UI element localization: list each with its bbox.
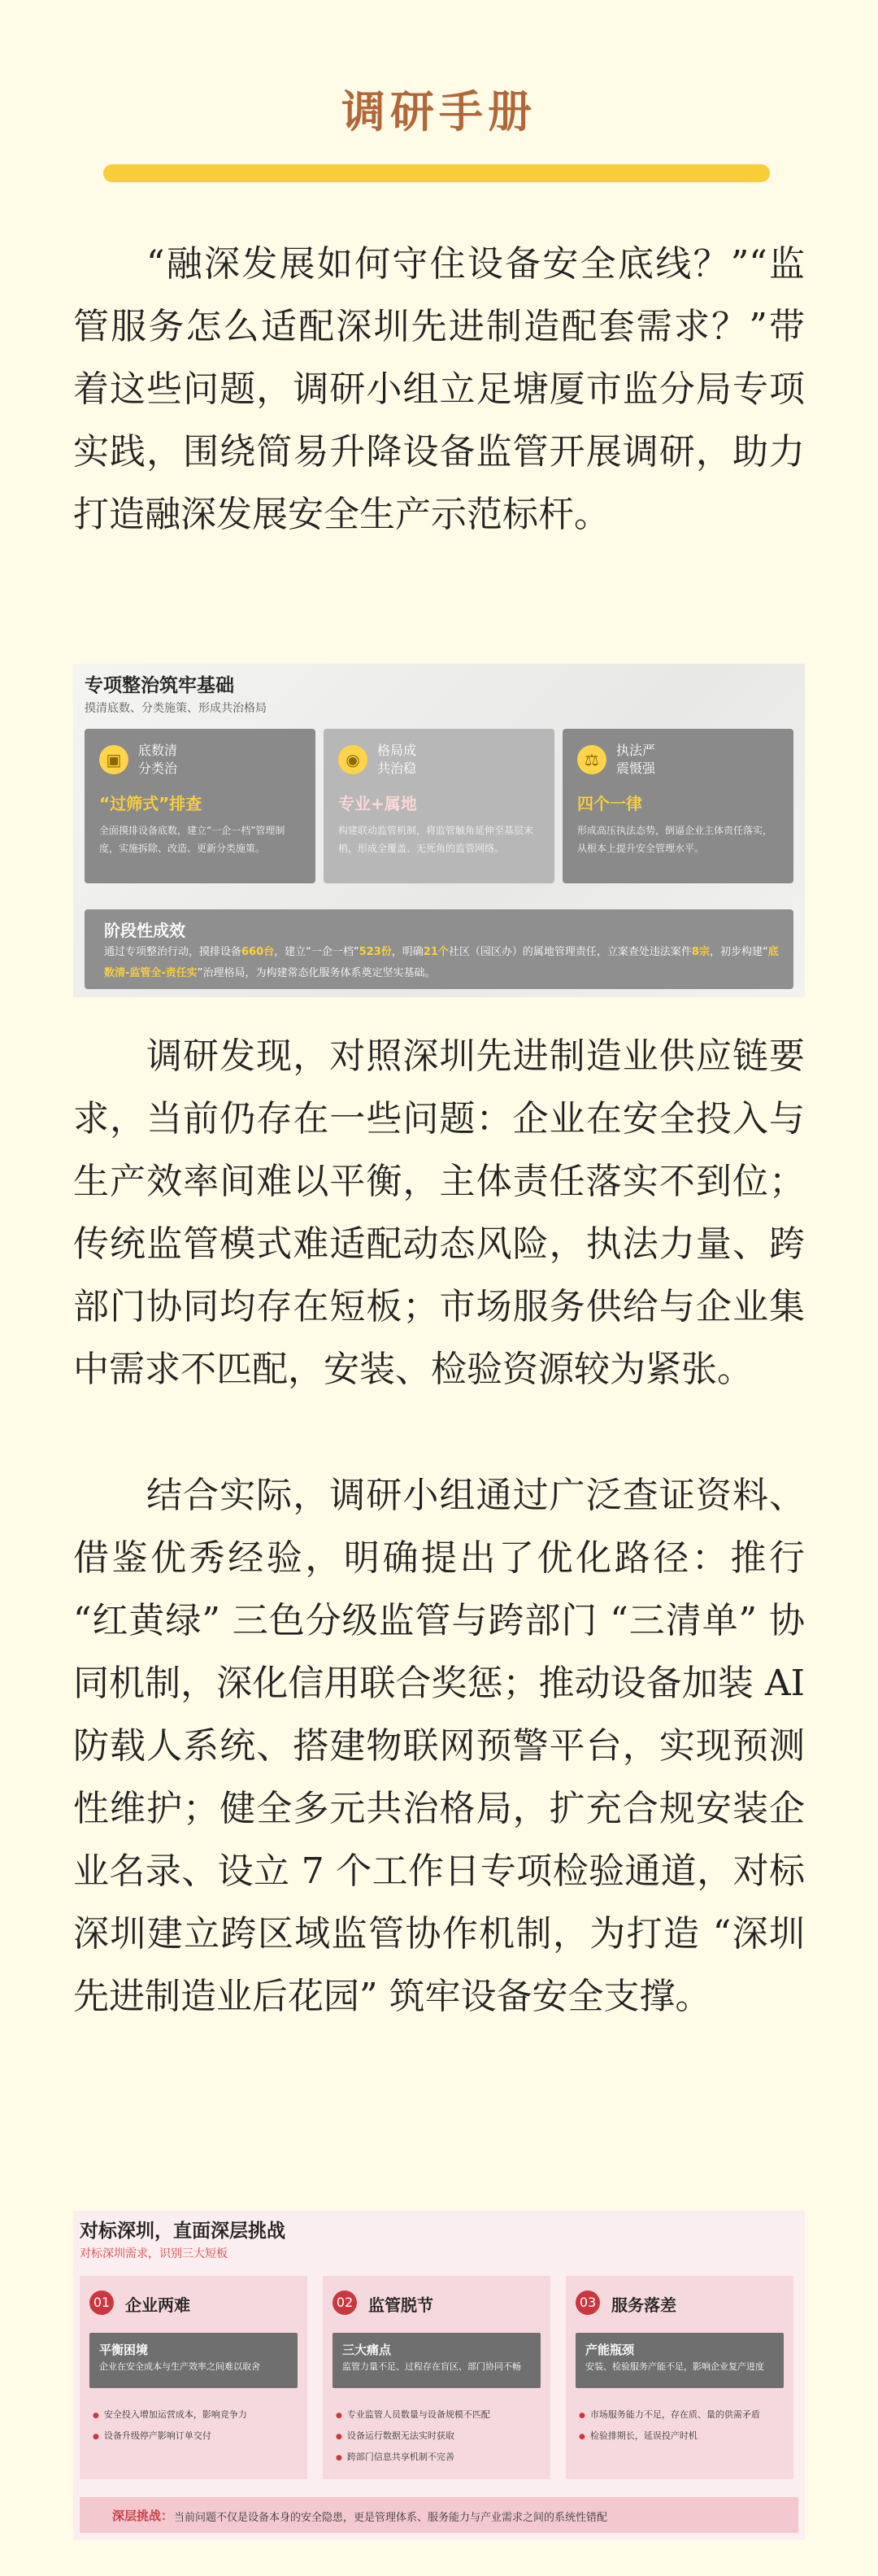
bullet-point: ● 设备运行数据无法实时获取 <box>336 2429 454 2442</box>
box-title: 产能瓶颈 <box>585 2343 635 2357</box>
location-pin-icon: ◉ <box>338 745 367 774</box>
card-name: 服务落差 <box>611 2295 676 2315</box>
card-name: 监管脱节 <box>368 2295 433 2315</box>
card-label: 底数清 分类治 <box>138 743 178 776</box>
card-number-badge: 02 <box>333 2291 357 2315</box>
gavel-icon: ⚖ <box>577 745 606 774</box>
card-label: 格局成 共治稳 <box>377 743 417 776</box>
box-description: 企业在安全成本与生产效率之间难以取舍 <box>99 2361 260 2372</box>
bullet-point: ● 市场服务能力不足，存在质、量的供需矛盾 <box>579 2408 760 2421</box>
page-title: 调研手册 <box>341 86 537 137</box>
card-number-badge: 03 <box>576 2291 600 2315</box>
stage-results-panel <box>85 909 793 989</box>
challenge-card-enterprise <box>80 2276 307 2479</box>
title-underline-bar <box>103 164 770 182</box>
intro-paragraph: “融深发展如何守住设备安全底线？”“监管服务怎么适配深圳先进制造配套需求？”带着这些问题，调研小组立足塘厦市监分局专项实践，围绕简易升降设备监管开展调研，助力打造融深发展安全生产示范标杆。 <box>73 243 805 535</box>
card-highlight: 专业+属地 <box>338 794 417 813</box>
bullet-point: ● 安全投入增加运营成本，影响竞争力 <box>93 2408 247 2421</box>
infographic-title: 对标深圳，直面深层挑战 <box>80 2221 285 2242</box>
bullet-point: ● 专业监管人员数量与设备规模不匹配 <box>336 2408 490 2421</box>
bullet-point: ● 设备升级停产影响订单交付 <box>93 2429 211 2442</box>
card-description: 全面摸排设备底数，建立“一企一档”管理制度，实施拆除、改造、更新分类施策。 <box>99 825 285 854</box>
infographic-subtitle: 对标深圳需求，识别三大短板 <box>80 2247 228 2260</box>
infographic-title: 专项整治筑牢基础 <box>85 675 234 696</box>
card-baseline <box>85 729 315 883</box>
infographic-subtitle: 摸清底数、分类施策、形成共治格局 <box>85 702 267 715</box>
box-description: 监管力量不足、过程存在盲区、部门协同不畅 <box>342 2361 521 2372</box>
bullet-point: ● 检验排期长，延误投产时机 <box>579 2429 698 2442</box>
card-enforcement <box>563 729 793 883</box>
findings-paragraph: 调研发现，对照深圳先进制造业供应链要求，当前仍存在一些问题：企业在安全投入与生产效率间难以平衡，主体责任落实不到位；传统监管模式难适配动态风险，执法力量、跨部门协同均存在短板；市场服务供给与企业集中需求不匹配，安装、检验资源较为紧张。 <box>73 1035 805 1390</box>
box-title: 三大痛点 <box>342 2343 392 2357</box>
infographic-shenzhen-challenges <box>73 2211 805 2540</box>
card-governance <box>324 729 554 883</box>
challenge-card-service <box>566 2276 793 2479</box>
box-title: 平衡困境 <box>99 2343 149 2357</box>
card-name: 企业两难 <box>125 2295 190 2315</box>
results-text: 通过专项整治行动，摸排设备660台，建立“一企一档”523份，明确21个社区（园区办）的属地管理责任，立案查处违法案件8宗，初步构建“底数清-监管全-责任实”治理格局，为构建常态化服务体系奠定坚实基础。 <box>104 946 779 979</box>
banner-text: 当前问题不仅是设备本身的安全隐患，更是管理体系、服务能力与产业需求之间的系统性错配 <box>174 2512 608 2524</box>
solutions-paragraph: 结合实际，调研小组通过广泛查证资料、借鉴优秀经验，明确提出了优化路径：推行 “红黄绿” 三色分级监管与跨部门 “三清单” 协同机制，深化信用联合奖惩；推动设备加装 AI 防载人系统、搭建物联网预警平台，实现预测性维护；健全多元共治格局，扩充合规安装企业名录、设立 7 个工作日专项检验通道，对标深圳建立跨区域监管协作机制，为打造 “深圳先进制造业后花园” 筑牢设备安全支撑。 <box>73 1475 805 2017</box>
card-summary-box <box>576 2333 784 2388</box>
clipboard-icon: ▣ <box>99 745 128 774</box>
results-title: 阶段性成效 <box>104 921 185 940</box>
deep-challenge-banner <box>80 2497 798 2533</box>
card-summary-box <box>333 2333 541 2388</box>
card-label: 执法严 震慑强 <box>616 743 656 776</box>
bullet-point: ● 跨部门信息共享机制不完善 <box>336 2450 454 2463</box>
card-number-badge: 01 <box>89 2291 114 2315</box>
infographic-special-rectification <box>73 664 805 997</box>
card-highlight: 四个一律 <box>577 794 642 813</box>
box-description: 安装、检验服务产能不足，影响企业复产进度 <box>585 2361 764 2372</box>
card-description: 形成高压执法态势，倒逼企业主体责任落实，从根本上提升安全管理水平。 <box>577 825 773 854</box>
card-description: 构建联动监管机制，将监管触角延伸至基层末梢，形成全覆盖、无死角的监管网络。 <box>338 825 534 854</box>
card-summary-box <box>89 2333 298 2388</box>
challenge-card-regulation <box>323 2276 550 2479</box>
banner-label: 深层挑战： <box>112 2508 174 2523</box>
card-highlight: “过筛式”排查 <box>99 794 202 813</box>
